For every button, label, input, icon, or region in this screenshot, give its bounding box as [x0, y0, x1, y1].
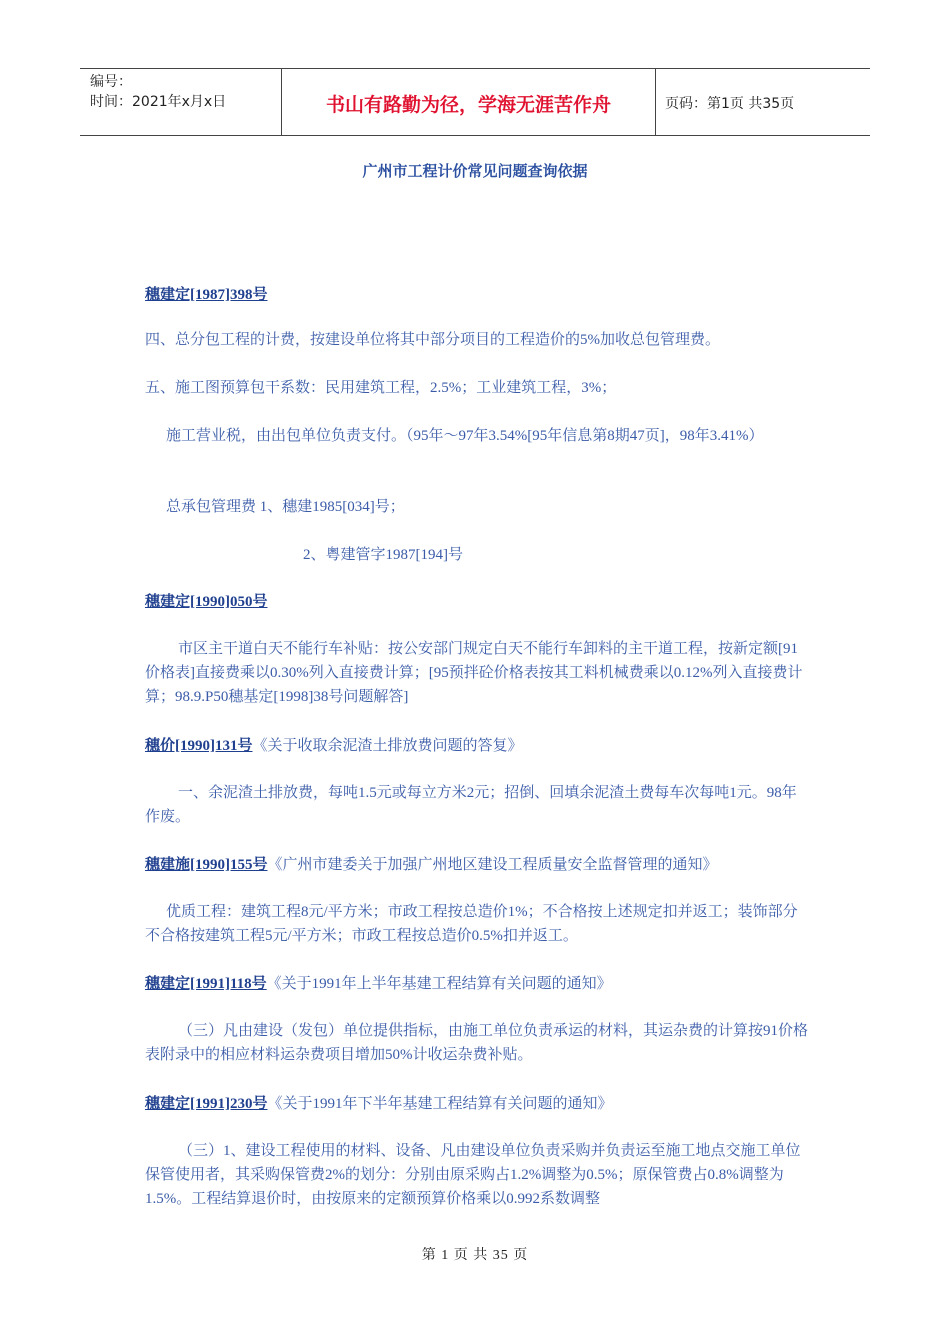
- header-time: 时间：2021年x月x日: [90, 94, 227, 110]
- reference-title: 《关于1991年下半年基建工程结算有关问题的通知》: [267, 1096, 613, 1112]
- header-bottom-rule: [80, 135, 870, 136]
- section-ref-1990-050: [145, 590, 810, 614]
- reference-link[interactable]: 穗价[1990]131号: [145, 738, 253, 754]
- paragraph: （三）1、建设工程使用的材料、设备、凡由建设单位负责采购并负责运至施工地点交施工单位保管使用者，其采购保管费2%的划分：分别由原采购占1.2%调整为0.5%；原保管费占0.8%调整为1.5%。工程结算退价时，由按原来的定额预算价格乘以0.992系数调整: [145, 1143, 801, 1207]
- reference-link[interactable]: 穗建定[1991]230号: [145, 1096, 268, 1112]
- section-ref-1990-155: [145, 853, 810, 877]
- paragraph: 2、粤建管字1987[194]号: [303, 547, 463, 563]
- reference-link[interactable]: 穗建定[1991]118号: [145, 976, 267, 992]
- header-meta: [90, 72, 226, 112]
- header-number-label: 编号：: [90, 74, 132, 90]
- header-top-rule: [80, 68, 870, 69]
- paragraph: 总承包管理费 1、穗建1985[034]号；: [166, 499, 405, 515]
- section-ref-1987-398: [145, 283, 810, 307]
- reference-title: 《广州市建委关于加强广州地区建设工程质量安全监督管理的通知》: [267, 857, 718, 873]
- document-title: 广州市工程计价常见问题查询依据: [362, 164, 588, 180]
- header-motto: 书山有路勤为径，学海无涯苦作舟: [325, 94, 611, 116]
- reference-link[interactable]: 穗建定[1990]050号: [145, 594, 268, 610]
- header-divider-right: [655, 68, 656, 136]
- paragraph: 五、施工图预算包干系数：民用建筑工程，2.5%；工业建筑工程，3%；: [145, 380, 617, 396]
- reference-link[interactable]: 穗建定[1987]398号: [145, 287, 268, 303]
- paragraph: 优质工程：建筑工程8元/平方米；市政工程按总造价1%；不合格按上述规定扣并返工；装饰部分不合格按建筑工程5元/平方米；市政工程按总造价0.5%扣并返工。: [145, 904, 798, 944]
- paragraph: 四、总分包工程的计费，按建设单位将其中部分项目的工程造价的5%加收总包管理费。: [145, 332, 720, 348]
- paragraph: 一、余泥渣土排放费，每吨1.5元或每立方米2元；招倒、回填余泥渣土费每车次每吨1元。98年作废。: [145, 785, 797, 825]
- page-footer: 第 1 页 共 35 页: [421, 1248, 529, 1263]
- paragraph: 施工营业税，由出包单位负责支付。（95年～97年3.54%[95年信息第8期47页]，98年3.41%）: [166, 428, 764, 444]
- paragraph: 市区主干道白天不能行车补贴：按公安部门规定白天不能行车卸料的主干道工程，按新定额[91价格表]直接费乘以0.30%列入直接费计算；[95预拌砼价格表按其工料机械费乘以0.12%列入直接费计算；98.9.P50穗基定[1998]38号问题解答]: [145, 641, 803, 705]
- header-page-info: 页码：第1页 共35页: [665, 96, 795, 112]
- section-ref-1990-131: [145, 734, 810, 758]
- reference-title: 《关于1991年上半年基建工程结算有关问题的通知》: [266, 976, 612, 992]
- section-ref-1991-118: [145, 972, 810, 996]
- reference-link[interactable]: 穗建施[1990]155号: [145, 857, 268, 873]
- reference-title: 《关于收取余泥渣土排放费问题的答复》: [252, 738, 523, 754]
- section-ref-1991-230: [145, 1092, 810, 1116]
- paragraph: （三）凡由建设（发包）单位提供指标，由施工单位负责承运的材料，其运杂费的计算按91价格表附录中的相应材料运杂费项目增加50%计收运杂费补贴。: [145, 1023, 809, 1063]
